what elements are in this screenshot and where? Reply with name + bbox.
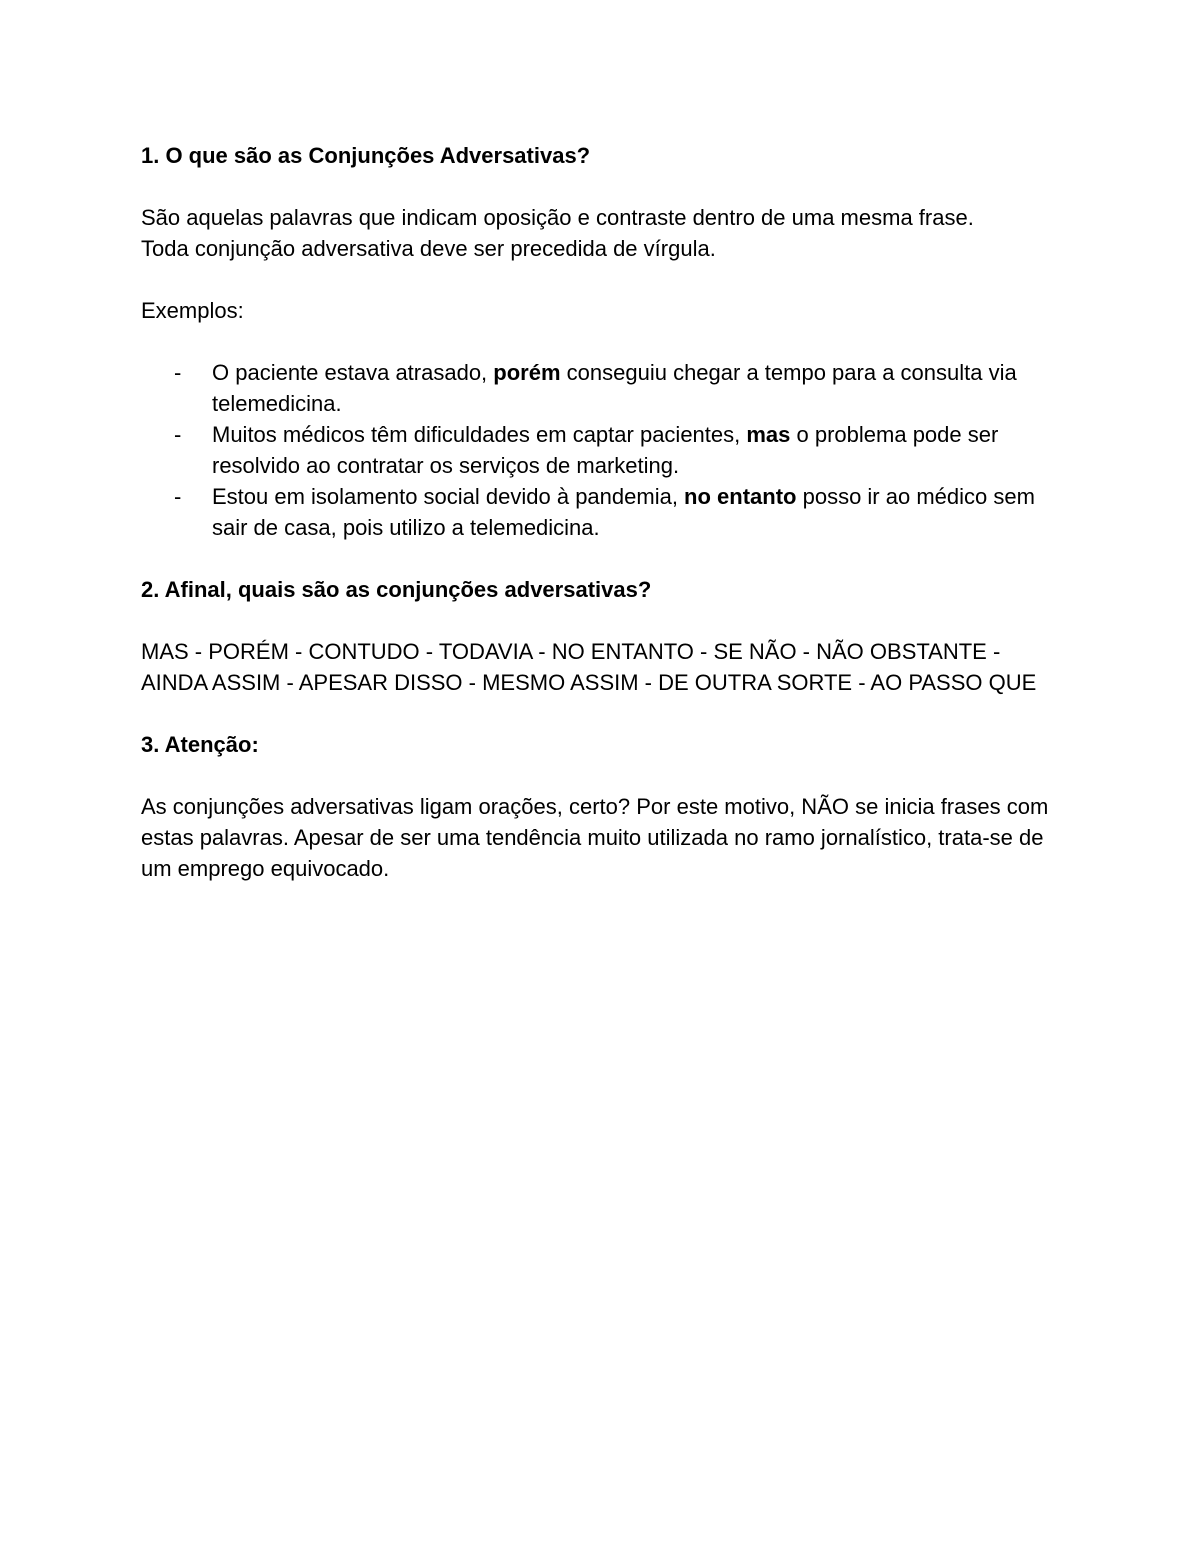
document-page — [141, 140, 1071, 884]
example-text: O paciente estava atrasado, — [212, 360, 494, 385]
section3-paragraph: As conjunções adversativas ligam orações, certo? Por este motivo, NÃO se inicia frases com estas palavras. Apesar de ser uma tendência muito utilizada no ramo jornalístico, trata-se de um emprego equivocado. — [141, 794, 1049, 881]
example-text: conseguiu chegar a tempo para a consulta via telemedicina. — [212, 360, 1017, 416]
example-conjunction: no entanto — [684, 484, 797, 509]
example-text: posso ir ao médico sem sair de casa, pois utilizo a telemedicina. — [212, 484, 1035, 540]
example-conjunction: mas — [746, 422, 791, 447]
section1-paragraph-line2: Toda conjunção adversativa deve ser precedida de vírgula. — [141, 236, 716, 261]
list-item — [141, 419, 1071, 481]
examples-list — [141, 357, 1071, 543]
example-text: o problema pode ser resolvido ao contratar os serviços de marketing. — [212, 422, 999, 478]
conjunctions-list-text: MAS - PORÉM - CONTUDO - TODAVIA - NO ENTANTO - SE NÃO - NÃO OBSTANTE - AINDA ASSIM - APESAR DISSO - MESMO ASSIM - DE OUTRA SORTE - AO PASSO QUE — [141, 639, 1037, 695]
example-text: Muitos médicos têm dificuldades em captar pacientes, — [212, 422, 747, 447]
bullet-dash: - — [174, 360, 182, 385]
list-item — [141, 481, 1071, 543]
section2-heading: 2. Afinal, quais são as conjunções adversativas? — [141, 577, 652, 602]
list-item — [141, 357, 1071, 419]
bullet-dash: - — [174, 422, 182, 447]
section1-paragraph-line1: São aquelas palavras que indicam oposição e contraste dentro de uma mesma frase. — [141, 205, 974, 230]
examples-label: Exemplos: — [141, 298, 244, 323]
bullet-dash: - — [174, 484, 182, 509]
example-text: Estou em isolamento social devido à pandemia, — [212, 484, 685, 509]
section3-heading: 3. Atenção: — [141, 732, 259, 757]
section1-heading: 1. O que são as Conjunções Adversativas? — [141, 143, 591, 168]
example-conjunction: porém — [493, 360, 561, 385]
